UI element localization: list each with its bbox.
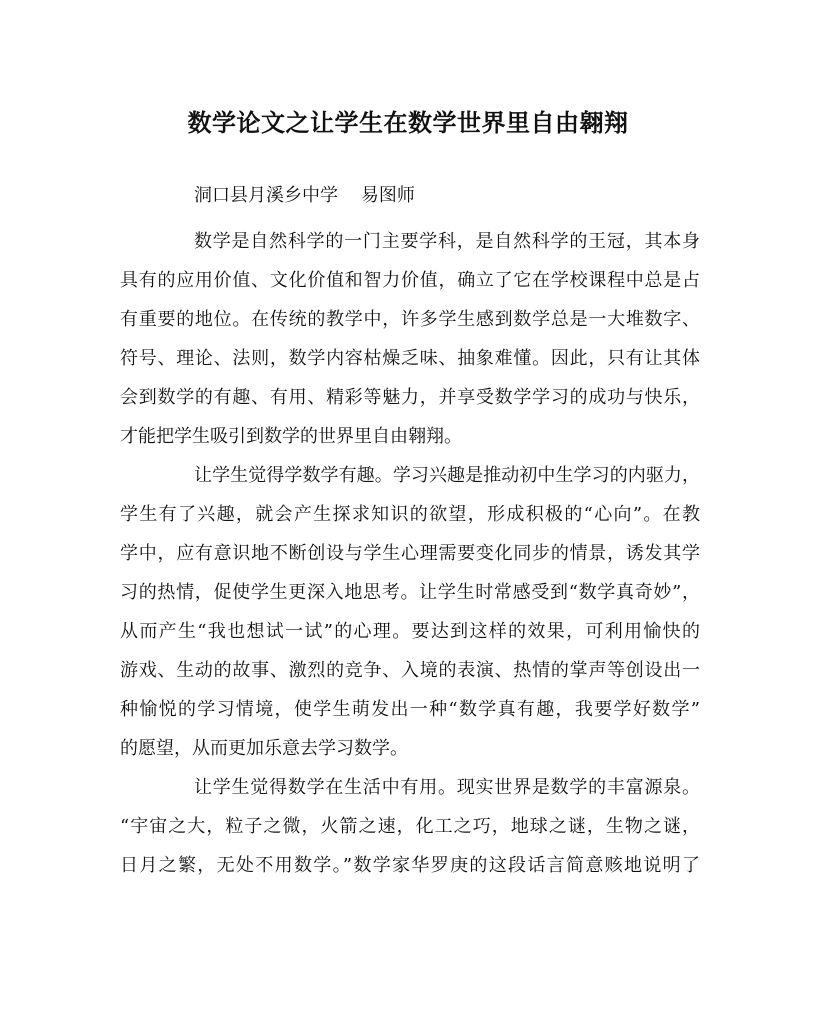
paragraph [120,456,700,768]
text-line: 具有的应用价值、文化价值和智力价值，确立了它在学校课程中总是占 [120,270,700,291]
text-line: 从而产生“我也想试一试”的心理。要达到这样的效果，可利用愉快的 [120,621,700,642]
document-title: 数学论文之让学生在数学世界里自由翱翔 [187,108,629,137]
document-body [120,222,700,885]
text-line: 让学生觉得学数学有趣。学习兴趣是推动初中生学习的内驱力， [194,465,700,486]
text-line: 日月之繁，无处不用数学。”数学家华罗庚的这段话言简意赅地说明了 [120,855,700,876]
text-line: 的愿望，从而更加乐意去学习数学。 [120,738,408,759]
text-line: 学生有了兴趣，就会产生探求知识的欲望，形成积极的“心向”。在教 [120,504,700,525]
text-line: 符号、理论、法则，数学内容枯燥乏味、抽象难懂。因此，只有让其体 [120,348,700,369]
paragraph [120,768,700,885]
author-line: 洞口县月溪乡中学 易图师 [194,185,415,206]
text-line: 才能把学生吸引到数学的世界里自由翱翔。 [120,426,462,447]
paragraph [120,222,700,456]
text-line: 让学生觉得数学在生活中有用。现实世界是数学的丰富源泉。 [194,777,700,798]
text-line: 游戏、生动的故事、激烈的竞争、入境的表演、热情的掌声等创设出一 [120,660,700,681]
text-line: 会到数学的有趣、有用、精彩等魅力，并享受数学学习的成功与快乐， [120,387,700,408]
text-line: 学中，应有意识地不断创设与学生心理需要变化同步的情景，诱发其学 [120,543,700,564]
text-line: 有重要的地位。在传统的教学中，许多学生感到数学总是一大堆数字、 [120,309,700,330]
text-line: “宇宙之大，粒子之微，火箭之速，化工之巧，地球之谜，生物之谜， [120,816,700,837]
text-line: 种愉悦的学习情境，使学生萌发出一种“数学真有趣，我要学好数学” [120,699,700,720]
text-line: 习的热情，促使学生更深入地思考。让学生时常感受到“数学真奇妙”， [120,582,700,603]
text-line: 数学是自然科学的一门主要学科，是自然科学的王冠，其本身 [194,231,700,252]
